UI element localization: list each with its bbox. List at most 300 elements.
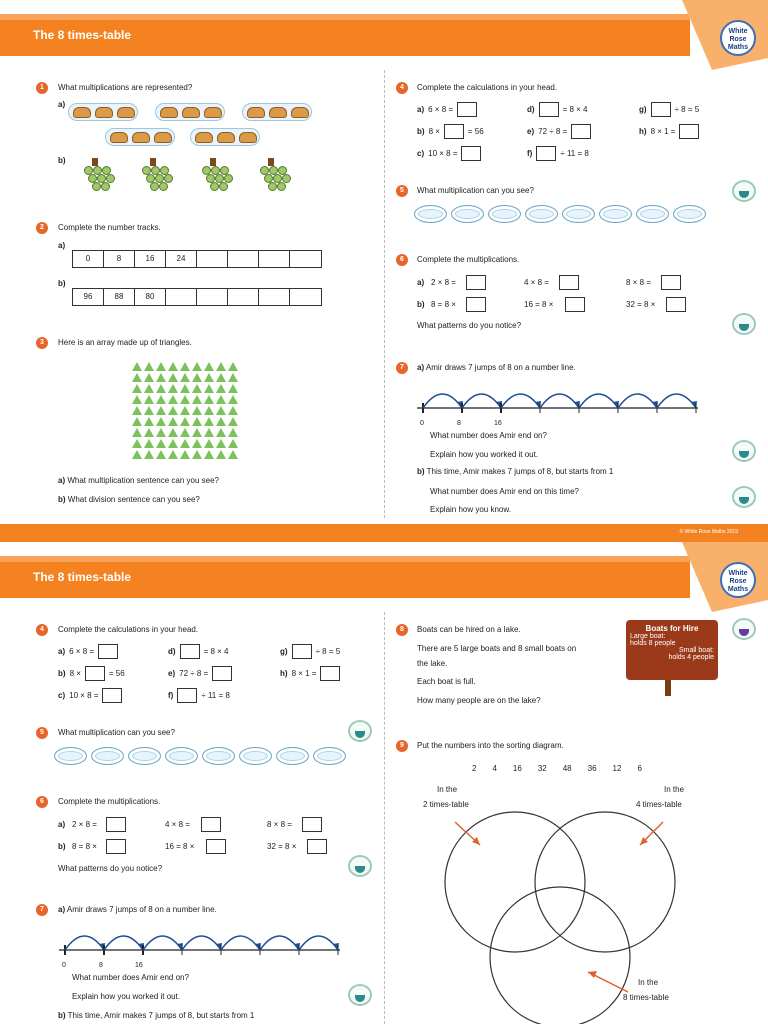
answer-box[interactable] bbox=[651, 102, 671, 117]
q4-item-label: e) bbox=[527, 127, 535, 136]
triangle-shape bbox=[216, 395, 226, 404]
triangle-shape bbox=[192, 450, 202, 459]
white-rose-maths-logo: White Rose Maths bbox=[720, 20, 756, 56]
q4-item-expr: = 8 × 4 bbox=[562, 105, 588, 114]
sort-number[interactable]: 36 bbox=[587, 764, 597, 773]
triangle-shape bbox=[180, 395, 190, 404]
track-cell: 80 bbox=[135, 289, 166, 305]
q4-item-expr: 6 × 8 = bbox=[69, 647, 95, 656]
track-cell: 24 bbox=[166, 251, 197, 267]
answer-box[interactable] bbox=[565, 297, 585, 312]
track-cell: 96 bbox=[73, 289, 104, 305]
worksheet-page-2 bbox=[0, 542, 768, 1024]
tick-label-16: 16 bbox=[135, 962, 143, 969]
label-2-times: In the bbox=[437, 785, 458, 794]
q8-text: Boats can be hired on a lake. bbox=[417, 625, 521, 634]
jump-arc bbox=[423, 394, 462, 408]
boats-for-hire-sign: Boats for Hire Large boat: holds 8 people Small boat: holds 4 people bbox=[626, 620, 718, 680]
q2-a-label: a) bbox=[58, 241, 66, 250]
triangle-shape bbox=[156, 362, 166, 371]
triangle-shape bbox=[180, 373, 190, 382]
triangle-shape bbox=[168, 406, 178, 415]
plate bbox=[414, 205, 447, 223]
q6-a3: 8 × 8 = bbox=[267, 820, 292, 829]
triangle-shape bbox=[204, 384, 214, 393]
plate bbox=[451, 205, 484, 223]
answer-box[interactable] bbox=[457, 102, 477, 117]
track-cell bbox=[197, 289, 228, 305]
q7-a: a) Amir draws 7 jumps of 8 on a number line. bbox=[58, 905, 217, 914]
triangle-shape bbox=[168, 384, 178, 393]
label-4-times: In the bbox=[664, 785, 685, 794]
question-number-3: 3 bbox=[36, 337, 48, 349]
triangle-shape bbox=[216, 362, 226, 371]
q4-item-label: c) bbox=[58, 691, 66, 700]
q4-item-label: h) bbox=[639, 127, 647, 136]
triangle-shape bbox=[192, 406, 202, 415]
triangle-shape bbox=[168, 450, 178, 459]
q4-item-expr: 72 ÷ 8 = bbox=[179, 669, 209, 678]
answer-box[interactable] bbox=[307, 839, 327, 854]
bread-tray bbox=[105, 128, 175, 146]
jump-arc bbox=[104, 936, 143, 950]
triangle-shape bbox=[192, 373, 202, 382]
triangle-shape bbox=[156, 395, 166, 404]
q6-b-label: b) bbox=[417, 300, 425, 309]
q4-item-expr: ÷ 8 = 5 bbox=[674, 105, 700, 114]
q4-item-expr: 10 × 8 = bbox=[428, 149, 458, 158]
q2-b-label: b) bbox=[58, 279, 66, 288]
q4-text: Complete the calculations in your head. bbox=[58, 625, 199, 634]
triangle-shape bbox=[216, 450, 226, 459]
plate bbox=[165, 747, 198, 765]
answer-box[interactable] bbox=[661, 275, 681, 290]
track-cell bbox=[228, 289, 259, 305]
sort-number[interactable]: 6 bbox=[637, 764, 642, 773]
triangle-shape bbox=[168, 417, 178, 426]
triangle-shape bbox=[144, 450, 154, 459]
triangle-shape bbox=[216, 417, 226, 426]
answer-box[interactable] bbox=[571, 124, 591, 139]
q9-text: Put the numbers into the sorting diagram. bbox=[417, 741, 564, 750]
triangle-shape bbox=[132, 417, 142, 426]
bowl-icon bbox=[732, 313, 756, 335]
triangle-shape bbox=[132, 439, 142, 448]
q6-text: Complete the multiplications. bbox=[58, 797, 161, 806]
plate bbox=[673, 205, 706, 223]
q7-end-question-2: What number does Amir end on this time? bbox=[430, 487, 579, 496]
triangle-shape bbox=[216, 384, 226, 393]
q6-a2: 4 × 8 = bbox=[524, 278, 549, 287]
triangle-shape bbox=[216, 439, 226, 448]
q4-item bbox=[58, 644, 118, 659]
q4-item-label: c) bbox=[417, 149, 425, 158]
q4-item bbox=[639, 124, 699, 139]
q6-b3: 32 = 8 × bbox=[626, 300, 656, 309]
label-2-times-table: 2 times-table bbox=[423, 800, 469, 809]
plates-row bbox=[414, 205, 706, 223]
triangle-shape bbox=[192, 439, 202, 448]
q7-end-question: What number does Amir end on? bbox=[72, 973, 189, 982]
venn-diagram[interactable] bbox=[420, 797, 700, 1024]
plate bbox=[636, 205, 669, 223]
q4-item-label: d) bbox=[168, 647, 176, 656]
question-number-5: 5 bbox=[36, 727, 48, 739]
triangle-shape bbox=[144, 395, 154, 404]
grapes-bunch bbox=[138, 162, 178, 194]
grapes-bunch bbox=[256, 162, 296, 194]
q6-text: Complete the multiplications. bbox=[417, 255, 520, 264]
white-rose-maths-logo: White Rose Maths bbox=[720, 562, 756, 598]
triangle-shape bbox=[180, 417, 190, 426]
plate bbox=[239, 747, 272, 765]
triangle-shape bbox=[228, 395, 238, 404]
answer-box[interactable] bbox=[679, 124, 699, 139]
triangle-shape bbox=[144, 373, 154, 382]
q6-b-label: b) bbox=[58, 842, 66, 851]
q5-text: What multiplication can you see? bbox=[58, 728, 175, 737]
track-cell: 0 bbox=[73, 251, 104, 267]
q6-patterns: What patterns do you notice? bbox=[417, 321, 522, 330]
answer-box[interactable] bbox=[559, 275, 579, 290]
plate bbox=[488, 205, 521, 223]
q4-item-label: e) bbox=[168, 669, 176, 678]
q1-b-label: b) bbox=[58, 156, 66, 165]
q4-item bbox=[168, 688, 230, 703]
q4-item-expr: 8 × 1 = bbox=[650, 127, 676, 136]
bowl-icon bbox=[732, 180, 756, 202]
q4-item bbox=[417, 124, 484, 139]
q4-item bbox=[639, 102, 699, 117]
q4-item-expr: = 56 bbox=[108, 669, 125, 678]
answer-box[interactable] bbox=[98, 644, 118, 659]
triangle-shape bbox=[216, 428, 226, 437]
sort-number[interactable]: 32 bbox=[537, 764, 547, 773]
triangle-shape bbox=[216, 373, 226, 382]
triangle-shape bbox=[228, 450, 238, 459]
q4-text: Complete the calculations in your head. bbox=[417, 83, 558, 92]
bowl-icon bbox=[732, 440, 756, 462]
triangle-shape bbox=[156, 439, 166, 448]
q8-line2: There are 5 large boats and 8 small boats on bbox=[417, 644, 577, 653]
triangle-shape bbox=[204, 450, 214, 459]
q1-a-label: a) bbox=[58, 100, 66, 109]
q7-explain: Explain how you worked it out. bbox=[72, 992, 181, 1001]
q4-item bbox=[527, 124, 591, 139]
column-divider bbox=[384, 612, 385, 1024]
q4-item bbox=[280, 644, 340, 659]
page-separator bbox=[0, 524, 768, 542]
bread-tray bbox=[155, 103, 225, 121]
q2-text: Complete the number tracks. bbox=[58, 223, 161, 232]
triangle-array bbox=[132, 362, 240, 459]
triangle-shape bbox=[144, 406, 154, 415]
plate bbox=[562, 205, 595, 223]
q4-item-expr: = 8 × 4 bbox=[203, 647, 229, 656]
triangle-shape bbox=[180, 362, 190, 371]
answer-box[interactable] bbox=[106, 839, 126, 854]
jump-arc bbox=[540, 394, 579, 408]
triangle-shape bbox=[156, 450, 166, 459]
sort-number[interactable]: 12 bbox=[612, 764, 622, 773]
venn-circle-8 bbox=[490, 887, 630, 1024]
answer-box[interactable] bbox=[466, 297, 486, 312]
question-number-2: 2 bbox=[36, 222, 48, 234]
triangle-shape bbox=[192, 395, 202, 404]
page-title: The 8 times-table bbox=[33, 570, 132, 584]
plate bbox=[525, 205, 558, 223]
jump-arc bbox=[618, 394, 657, 408]
q6-a-label: a) bbox=[417, 278, 425, 287]
arrow-head bbox=[588, 971, 597, 978]
jump-arc bbox=[221, 936, 260, 950]
bowl-icon bbox=[348, 984, 372, 1006]
q4-item-expr: ÷ 11 = 8 bbox=[201, 691, 230, 700]
plate bbox=[54, 747, 87, 765]
q3-b: b) What division sentence can you see? bbox=[58, 495, 200, 504]
tick-label-8: 8 bbox=[99, 962, 103, 969]
bread-tray bbox=[68, 103, 138, 121]
jump-arc bbox=[501, 394, 540, 408]
q4-item-label: f) bbox=[527, 149, 533, 158]
bowl-icon bbox=[348, 720, 372, 742]
q6-patterns: What patterns do you notice? bbox=[58, 864, 163, 873]
answer-box[interactable] bbox=[666, 297, 686, 312]
triangle-shape bbox=[132, 362, 142, 371]
answer-box[interactable] bbox=[177, 688, 197, 703]
answer-box[interactable] bbox=[320, 666, 340, 681]
q4-item bbox=[417, 146, 481, 161]
track-cell bbox=[197, 251, 228, 267]
jump-arc bbox=[182, 936, 221, 950]
answer-box[interactable] bbox=[302, 817, 322, 832]
q7-explain: Explain how you worked it out. bbox=[430, 450, 539, 459]
answer-box[interactable] bbox=[466, 275, 486, 290]
triangle-shape bbox=[204, 362, 214, 371]
triangle-shape bbox=[132, 450, 142, 459]
q8-line3: the lake. bbox=[417, 659, 448, 668]
plate bbox=[599, 205, 632, 223]
q4-item-expr: 8 × bbox=[428, 127, 440, 136]
answer-box[interactable] bbox=[85, 666, 105, 681]
sort-number[interactable]: 16 bbox=[512, 764, 522, 773]
q6-b1: 8 = 8 × bbox=[72, 842, 97, 851]
track-cell: 8 bbox=[104, 251, 135, 267]
triangle-shape bbox=[156, 417, 166, 426]
triangle-shape bbox=[180, 428, 190, 437]
question-number-6: 6 bbox=[396, 254, 408, 266]
sign-post bbox=[665, 680, 671, 696]
answer-box[interactable] bbox=[444, 124, 464, 139]
q4-item-label: g) bbox=[639, 105, 647, 114]
q4-item-label: a) bbox=[417, 105, 425, 114]
jump-arc bbox=[579, 394, 618, 408]
sort-number[interactable]: 4 bbox=[492, 764, 497, 773]
q4-item-expr: 8 × 1 = bbox=[291, 669, 317, 678]
answer-box[interactable] bbox=[201, 817, 221, 832]
answer-box[interactable] bbox=[539, 102, 559, 117]
triangle-shape bbox=[144, 384, 154, 393]
jump-arc bbox=[260, 936, 299, 950]
triangle-shape bbox=[168, 439, 178, 448]
q3-a: a) What multiplication sentence can you see? bbox=[58, 476, 219, 485]
track-cell bbox=[290, 251, 321, 267]
page-title: The 8 times-table bbox=[33, 28, 132, 42]
bowl-icon bbox=[732, 486, 756, 508]
triangle-shape bbox=[132, 384, 142, 393]
triangle-shape bbox=[204, 439, 214, 448]
triangle-shape bbox=[132, 428, 142, 437]
triangle-shape bbox=[144, 362, 154, 371]
track-cell: 88 bbox=[104, 289, 135, 305]
tick-label-16: 16 bbox=[494, 420, 502, 427]
triangle-shape bbox=[144, 417, 154, 426]
column-divider bbox=[384, 70, 385, 518]
triangle-shape bbox=[156, 384, 166, 393]
triangle-shape bbox=[180, 439, 190, 448]
triangle-shape bbox=[168, 373, 178, 382]
label-8-times-table: 8 times-table bbox=[623, 993, 669, 1002]
answer-box[interactable] bbox=[206, 839, 226, 854]
q4-item-label: d) bbox=[527, 105, 535, 114]
q6-b2: 16 = 8 × bbox=[165, 842, 195, 851]
jump-arc bbox=[65, 936, 104, 950]
triangle-shape bbox=[192, 428, 202, 437]
q4-item bbox=[168, 644, 228, 659]
triangle-shape bbox=[168, 428, 178, 437]
q4-item-label: b) bbox=[417, 127, 425, 136]
answer-box[interactable] bbox=[292, 644, 312, 659]
triangle-shape bbox=[180, 406, 190, 415]
question-number-8: 8 bbox=[396, 624, 408, 636]
sort-number[interactable]: 2 bbox=[472, 764, 477, 773]
q7-b: b) This time, Amir makes 7 jumps of 8, but starts from 1 bbox=[417, 467, 614, 476]
q4-item-expr: = 56 bbox=[467, 127, 484, 136]
triangle-shape bbox=[192, 384, 202, 393]
plate bbox=[91, 747, 124, 765]
track-cell bbox=[228, 251, 259, 267]
bread-tray bbox=[242, 103, 312, 121]
tick-label-0: 0 bbox=[62, 962, 66, 969]
triangle-shape bbox=[156, 406, 166, 415]
answer-box[interactable] bbox=[212, 666, 232, 681]
triangle-shape bbox=[132, 395, 142, 404]
q4-item-label: b) bbox=[58, 669, 66, 678]
triangle-shape bbox=[204, 406, 214, 415]
question-number-7: 7 bbox=[396, 362, 408, 374]
track-cell bbox=[259, 289, 290, 305]
triangle-shape bbox=[144, 439, 154, 448]
q4-item-label: f) bbox=[168, 691, 174, 700]
plate bbox=[313, 747, 346, 765]
answer-box[interactable] bbox=[102, 688, 122, 703]
triangle-shape bbox=[204, 417, 214, 426]
q4-item-label: h) bbox=[280, 669, 288, 678]
question-number-4: 4 bbox=[396, 82, 408, 94]
answer-box[interactable] bbox=[461, 146, 481, 161]
q4-item bbox=[168, 666, 232, 681]
q6-b1: 8 = 8 × bbox=[431, 300, 456, 309]
q4-item-expr: 72 ÷ 8 = bbox=[538, 127, 568, 136]
header-bar bbox=[0, 14, 690, 56]
question-number-9: 9 bbox=[396, 740, 408, 752]
number-track-b[interactable] bbox=[72, 288, 322, 306]
triangle-shape bbox=[216, 406, 226, 415]
question-number-5: 5 bbox=[396, 185, 408, 197]
sort-number[interactable]: 48 bbox=[562, 764, 572, 773]
triangle-shape bbox=[156, 373, 166, 382]
triangle-shape bbox=[180, 450, 190, 459]
number-track-a[interactable] bbox=[72, 250, 322, 268]
answer-box[interactable] bbox=[106, 817, 126, 832]
grapes-bunch bbox=[80, 162, 120, 194]
triangle-shape bbox=[204, 428, 214, 437]
q7-explain-2: Explain how you know. bbox=[430, 505, 511, 514]
q6-a3: 8 × 8 = bbox=[626, 278, 651, 287]
q4-item bbox=[417, 102, 477, 117]
q4-item bbox=[58, 666, 125, 681]
plate bbox=[128, 747, 161, 765]
q6-b2: 16 = 8 × bbox=[524, 300, 554, 309]
grapes-bunch bbox=[198, 162, 238, 194]
triangle-shape bbox=[132, 406, 142, 415]
triangle-shape bbox=[228, 428, 238, 437]
label-8-times: In the bbox=[638, 978, 659, 987]
triangle-shape bbox=[168, 362, 178, 371]
q4-item-expr: 6 × 8 = bbox=[428, 105, 454, 114]
q4-item bbox=[527, 146, 589, 161]
q6-a2: 4 × 8 = bbox=[165, 820, 190, 829]
plate bbox=[276, 747, 309, 765]
triangle-shape bbox=[228, 362, 238, 371]
q4-item-label: g) bbox=[280, 647, 288, 656]
answer-box[interactable] bbox=[180, 644, 200, 659]
triangle-shape bbox=[228, 373, 238, 382]
q7-a: a) Amir draws 7 jumps of 8 on a number line. bbox=[417, 363, 576, 372]
q4-item-label: a) bbox=[58, 647, 66, 656]
question-number-1: 1 bbox=[36, 82, 48, 94]
answer-box[interactable] bbox=[536, 146, 556, 161]
numbers-to-sort bbox=[472, 764, 658, 773]
q1-text: What multiplications are represented? bbox=[58, 83, 193, 92]
triangle-shape bbox=[204, 395, 214, 404]
question-number-4: 4 bbox=[36, 624, 48, 636]
triangle-shape bbox=[228, 417, 238, 426]
q4-item-expr: ÷ 11 = 8 bbox=[560, 149, 589, 158]
q3-text: Here is an array made up of triangles. bbox=[58, 338, 192, 347]
q5-text: What multiplication can you see? bbox=[417, 186, 534, 195]
plates-row bbox=[54, 747, 346, 765]
triangle-shape bbox=[228, 406, 238, 415]
q7-b: b) This time, Amir makes 7 jumps of 8, but starts from 1 bbox=[58, 1011, 255, 1020]
track-cell bbox=[290, 289, 321, 305]
triangle-shape bbox=[180, 384, 190, 393]
q6-a1: 2 × 8 = bbox=[431, 278, 456, 287]
jump-arc bbox=[462, 394, 501, 408]
purple-bowl-icon bbox=[732, 618, 756, 640]
header-bar bbox=[0, 556, 690, 598]
copyright-text: © White Rose Maths 2019 bbox=[679, 529, 738, 535]
q6-b3: 32 = 8 × bbox=[267, 842, 297, 851]
track-cell bbox=[166, 289, 197, 305]
q4-item bbox=[58, 688, 122, 703]
tick-label-8: 8 bbox=[457, 420, 461, 427]
triangle-shape bbox=[132, 373, 142, 382]
q8-line5: How many people are on the lake? bbox=[417, 696, 541, 705]
q4-item-expr: ÷ 8 = 5 bbox=[315, 647, 341, 656]
q4-item bbox=[280, 666, 340, 681]
triangle-shape bbox=[228, 439, 238, 448]
